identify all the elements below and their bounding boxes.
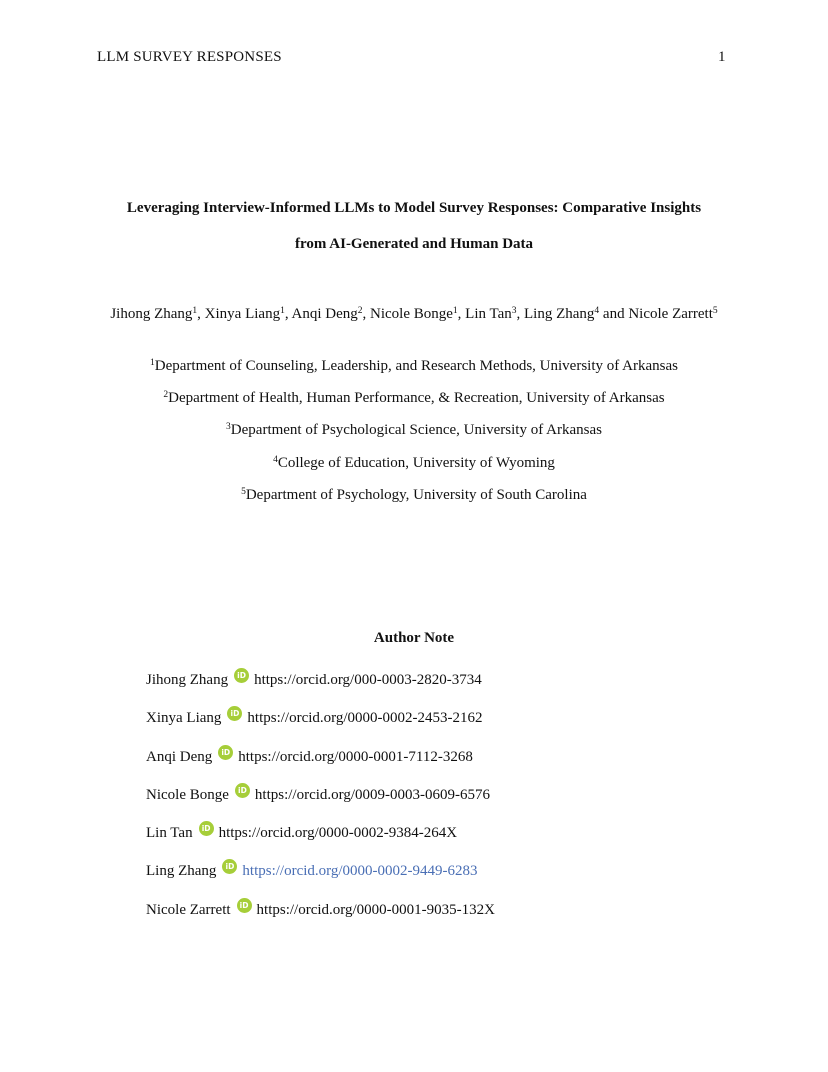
orcid-entry — [146, 859, 478, 879]
orcid-link[interactable]: https://orcid.org/0009-0003-0609-6576 — [254, 787, 491, 804]
orcid-icon[interactable]: iD — [235, 783, 250, 798]
paper-title-line-1: Leveraging Interview-Informed LLMs to Model Survey Responses: Comparative Insights — [126, 200, 702, 216]
orcid-author-name: Jihong Zhang — [146, 672, 229, 689]
orcid-author-name: Anqi Deng — [146, 749, 213, 766]
orcid-author-name: Nicole Zarrett — [146, 902, 231, 919]
paper-title-line-2: from AI-Generated and Human Data — [294, 236, 534, 252]
affiliation: $^5$Department of Psychology, University of South Carolina — [241, 487, 587, 503]
author-list — [90, 305, 738, 323]
author: Nicole Bonge$^1$, — [370, 306, 466, 322]
page-number: 1 — [718, 49, 726, 65]
orcid-icon[interactable]: iD — [199, 821, 214, 836]
orcid-icon[interactable]: iD — [237, 898, 252, 913]
affiliation: $^1$Department of Counseling, Leadership, and Research Methods, University of Arkansas — [150, 358, 678, 374]
orcid-author-name: Lin Tan — [146, 825, 193, 842]
orcid-author-name: Ling Zhang — [146, 863, 217, 880]
running-head: LLM SURVEY RESPONSES — [97, 49, 282, 65]
orcid-entry — [146, 783, 490, 803]
orcid-link[interactable]: https://orcid.org/0000-0001-7112-3268 — [238, 749, 473, 766]
author: Nicole Zarrett$^5$ — [628, 306, 718, 322]
orcid-icon[interactable]: iD — [222, 859, 237, 874]
affiliation: $^4$College of Education, University of Wyoming — [273, 455, 555, 471]
orcid-entry — [146, 745, 473, 765]
author-note-heading: Author Note — [373, 630, 455, 646]
orcid-icon[interactable]: iD — [218, 745, 233, 760]
author: Ling Zhang$^4$ and — [524, 306, 629, 322]
author: Anqi Deng$^2$, — [291, 306, 371, 322]
affiliation: $^2$Department of Health, Human Performance, & Recreation, University of Arkansas — [163, 390, 665, 406]
orcid-author-name: Nicole Bonge — [146, 787, 229, 804]
orcid-link[interactable]: https://orcid.org/0000-0002-9449-6283 — [242, 863, 478, 880]
orcid-entry — [146, 898, 495, 918]
orcid-icon[interactable]: iD — [234, 668, 249, 683]
orcid-link[interactable]: https://orcid.org/0000-0002-9384-264X — [218, 825, 458, 842]
orcid-entry — [146, 821, 457, 841]
orcid-link[interactable]: https://orcid.org/0000-0002-2453-2162 — [247, 710, 483, 727]
orcid-link[interactable]: https://orcid.org/0000-0001-9035-132X — [256, 902, 496, 919]
author: Jihong Zhang$^1$, — [110, 306, 205, 322]
author: Xinya Liang$^1$, — [204, 306, 292, 322]
orcid-entry — [146, 668, 482, 688]
orcid-link[interactable]: https://orcid.org/000-0003-2820-3734 — [254, 672, 482, 689]
orcid-icon[interactable]: iD — [227, 706, 242, 721]
orcid-author-name: Xinya Liang — [146, 710, 222, 727]
affiliation: $^3$Department of Psychological Science, University of Arkansas — [226, 422, 602, 438]
author: Lin Tan$^3$, — [465, 306, 525, 322]
orcid-entry — [146, 706, 483, 726]
